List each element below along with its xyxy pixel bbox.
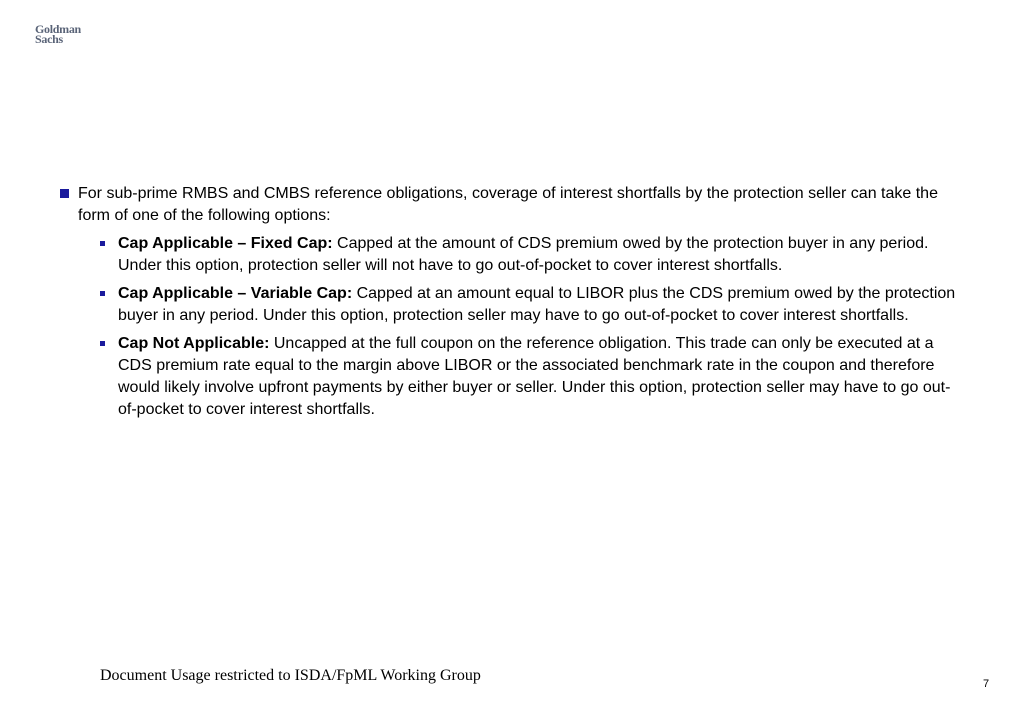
option-text: Capped at an amount equal to LIBOR plus the CDS premium owed by the protection buyer in any period. Under this option, protection seller may have to go out-of-pocket to cover interest shortfalls.	[118, 285, 956, 324]
option-label: Cap Not Applicable:	[118, 335, 270, 352]
small-square-bullet-icon	[100, 341, 105, 346]
footer-text: Document Usage restricted to ISDA/FpML Working Group	[100, 667, 481, 684]
logo-line-2: Sachs	[35, 32, 63, 46]
small-square-bullet-icon	[100, 291, 105, 296]
logo-line-1: Goldman	[35, 22, 81, 36]
slide-body	[58, 183, 968, 427]
goldman-sachs-logo	[35, 24, 81, 44]
option-text: Capped at the amount of CDS premium owed by the protection buyer in any period. Under this option, protection seller will not have to go out-of-pocket to cover interest shortfalls.	[118, 235, 929, 274]
option-fixed-cap	[58, 233, 968, 277]
option-cap-not-applicable	[58, 333, 968, 421]
options-list	[58, 233, 968, 421]
option-variable-cap	[58, 283, 968, 327]
option-text: Uncapped at the full coupon on the reference obligation. This trade can only be executed at a CDS premium rate equal to the margin above LIBOR or the associated benchmark rate in the coupon and therefore would likely involve upfront payments by either buyer or seller. Under this option, protection seller may have to go out-of-pocket to cover interest shortfalls.	[118, 335, 951, 418]
square-bullet-icon	[60, 189, 69, 198]
page-number: 7	[983, 678, 990, 690]
intro-text: For sub-prime RMBS and CMBS reference obligations, coverage of interest shortfalls by the protection seller can take the form of one of the following options:	[78, 185, 938, 224]
option-label: Cap Applicable – Fixed Cap:	[118, 235, 333, 252]
option-label: Cap Applicable – Variable Cap:	[118, 285, 353, 302]
main-bullet	[58, 183, 968, 227]
small-square-bullet-icon	[100, 241, 105, 246]
